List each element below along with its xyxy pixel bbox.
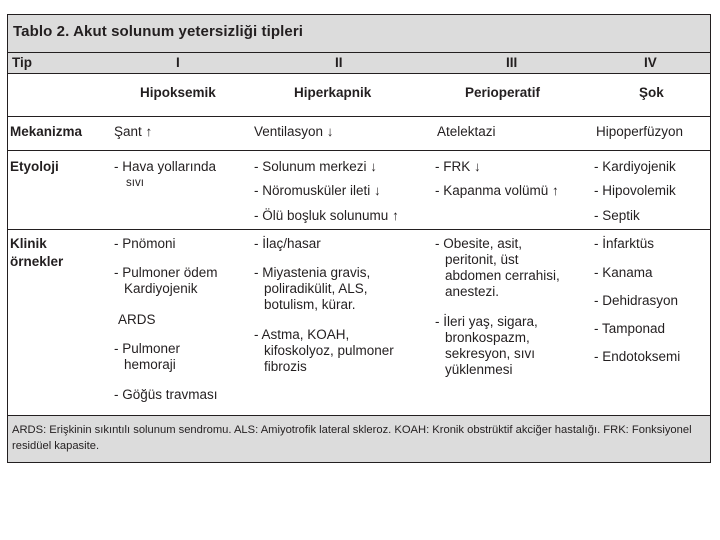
row-label-klinik-2: örnekler <box>10 254 64 269</box>
klinik-c4-line: - Endotoksemi <box>594 349 681 364</box>
etyoloji-c4-line: - Septik <box>594 208 640 223</box>
etyoloji-c3-line: - Kapanma volümü ↑ <box>435 183 559 198</box>
klinik-c3-line: - İleri yaş, sigara, <box>435 314 538 329</box>
mekanizma-cell-1: Şant ↑ <box>114 124 153 139</box>
klinik-c3-line: bronkospazm, <box>445 330 530 345</box>
table-title: Tablo 2. Akut solunum yetersizliği tipleri <box>13 23 304 40</box>
header-name-2: Hiperkapnik <box>294 85 372 100</box>
klinik-c1-line: hemoraji <box>124 357 176 372</box>
footnote: ARDS: Erişkinin sıkıntılı solunum sendromu. ALS: Amiyotrofik lateral skleroz. KOAH: Kronik obstrüktif akciğer hastalığı. FRK: Fonksiyonel residüel kapasite. <box>12 424 692 452</box>
klinik-c1-line: Kardiyojenik <box>124 281 198 296</box>
klinik-c1-line: - Pulmoner ödem <box>114 265 218 280</box>
header-band <box>8 53 710 74</box>
etyoloji-c4-line: - Kardiyojenik <box>594 159 676 174</box>
etyoloji-c2-line: - Solunum merkezi ↓ <box>254 159 378 174</box>
etyoloji-c1-line: sıvı <box>126 177 144 189</box>
etyoloji-c2-line: - Nöromusküler ileti ↓ <box>254 183 381 198</box>
header-num-3: III <box>506 55 518 70</box>
klinik-c3-line: sekresyon, sıvı <box>445 346 536 361</box>
klinik-c4-line: - Kanama <box>594 265 653 280</box>
etyoloji-c4-line: - Hipovolemik <box>594 183 676 198</box>
header-name-3: Perioperatif <box>465 85 541 100</box>
row-label-klinik-1: Klinik <box>10 236 47 251</box>
klinik-c3-line: abdomen cerrahisi, <box>445 268 560 283</box>
klinik-c2-line: poliradikülit, ALS, <box>264 281 368 296</box>
klinik-c1-line: ARDS <box>118 312 156 327</box>
header-num-4: IV <box>644 55 657 70</box>
klinik-c2-line: - İlaç/hasar <box>254 236 321 251</box>
klinik-c3-line: yüklenmesi <box>445 362 513 377</box>
etyoloji-c3-line: - FRK ↓ <box>435 159 481 174</box>
etyoloji-c2-line: - Ölü boşluk solunumu ↑ <box>254 208 399 223</box>
header-name-1: Hipoksemik <box>140 85 216 100</box>
klinik-c1-line: - Pulmoner <box>114 341 181 356</box>
row-label-etyoloji: Etyoloji <box>10 159 59 174</box>
header-name-4: Şok <box>639 85 664 100</box>
divider-mekanizma <box>8 150 710 151</box>
divider-etyoloji <box>8 229 710 230</box>
klinik-c4-line: - Dehidrasyon <box>594 293 679 308</box>
mekanizma-cell-4: Hipoperfüzyon <box>596 124 684 139</box>
klinik-c2-line: kifoskolyoz, pulmoner <box>264 343 394 358</box>
header-num-1: I <box>176 55 180 70</box>
klinik-c2-line: botulism, kürar. <box>264 297 356 312</box>
klinik-c3-line: peritonit, üst <box>445 252 519 267</box>
klinik-c2-line: - Astma, KOAH, <box>254 327 350 342</box>
title-bar <box>8 15 710 53</box>
row-label-mekanizma: Mekanizma <box>10 124 83 139</box>
klinik-c2-line: - Miyastenia gravis, <box>254 265 371 280</box>
klinik-c1-line: - Göğüs travması <box>114 387 218 402</box>
table-frame <box>7 14 711 463</box>
etyoloji-c1-line: - Hava yollarında <box>114 159 217 174</box>
klinik-c3-line: anestezi. <box>445 284 500 299</box>
klinik-c4-line: - Tamponad <box>594 321 666 336</box>
klinik-c1-line: - Pnömoni <box>114 236 176 251</box>
mekanizma-cell-2: Ventilasyon ↓ <box>254 124 334 139</box>
header-tip: Tip <box>12 55 32 70</box>
divider-header <box>8 116 710 117</box>
klinik-c2-line: fibrozis <box>264 359 307 374</box>
klinik-c4-line: - İnfarktüs <box>594 236 655 251</box>
header-num-2: II <box>335 55 343 70</box>
mekanizma-cell-3: Atelektazi <box>437 124 496 139</box>
klinik-c3-line: - Obesite, asit, <box>435 236 523 251</box>
